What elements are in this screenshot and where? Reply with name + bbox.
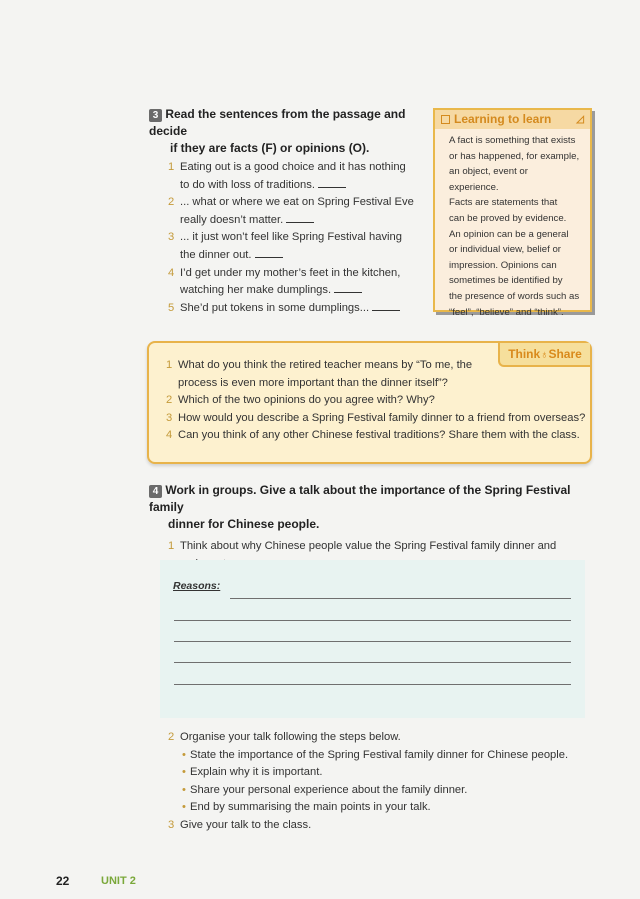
item-number: 2 [166, 394, 173, 407]
item-number: 3 [168, 231, 175, 244]
learning-text-line: an object, event or experience. [449, 166, 528, 193]
item-text: ... it just won’t feel like Spring Festival having [180, 231, 402, 244]
learning-text-line: “feel”, “believe” and “think”. [449, 306, 564, 318]
section-number: 3 [149, 109, 162, 122]
step-3 [168, 817, 588, 835]
unit-label: UNIT 2 [101, 875, 136, 887]
steps-2-3 [168, 729, 588, 835]
item-text: How would you describe a Spring Festival family dinner to a friend from overseas? [178, 411, 586, 424]
learning-text-line: A fact is something that exists [449, 135, 576, 146]
section-number: 4 [149, 485, 162, 498]
step-number: 1 [168, 540, 175, 552]
item-number: 1 [168, 161, 175, 173]
lightbulb-icon: ♁ [540, 349, 549, 361]
pencil-icon: ◿ [576, 114, 584, 125]
notes-area[interactable] [160, 560, 585, 718]
think-share-item [166, 392, 586, 410]
learning-text-line: or has happened, for example, [449, 150, 580, 162]
learning-text-line: can be proved by evidence. [449, 212, 567, 224]
item-text: the dinner out. [180, 248, 252, 261]
bullet-icon: • [182, 748, 186, 761]
bullet-text: End by summarising the main points in your talk. [190, 801, 431, 814]
learning-to-learn-text [435, 129, 590, 326]
heading-line: Read the sentences from the passage and decide [149, 107, 406, 138]
learning-text-line: Facts are statements that [449, 197, 558, 209]
list-item [168, 159, 434, 177]
answer-blank[interactable] [372, 301, 400, 311]
list-item-continuation [168, 212, 434, 230]
list-item-continuation [168, 177, 434, 195]
section-4-heading [149, 482, 589, 516]
learning-text-line: An opinion can be a general [449, 228, 569, 240]
think-share-box [147, 341, 592, 464]
learning-to-learn-title [435, 110, 590, 129]
heading-line: dinner for Chinese people. [168, 517, 320, 531]
bullet-icon: • [182, 783, 186, 796]
page-number: 22 [56, 874, 70, 888]
bullet-item [178, 799, 588, 817]
item-text: Which of the two opinions do you agree with? Why? [178, 394, 435, 407]
step-text: Organise your talk following the steps below. [180, 731, 401, 743]
learning-text-line: the presence of words such as [449, 290, 580, 302]
bullet-list [168, 747, 588, 817]
bullet-text: Share your personal experience about the family dinner. [190, 783, 468, 796]
item-number: 3 [166, 411, 173, 424]
learning-text-line: or individual view, belief or [449, 244, 561, 256]
item-text-continuation: process is even more important than the dinner itself”? [178, 376, 448, 389]
think-share-item [166, 357, 586, 375]
item-number: 2 [168, 196, 175, 209]
bullet-item [178, 782, 588, 800]
bullet-icon: • [182, 766, 186, 779]
bullet-item [178, 764, 588, 782]
learning-title-text: Learning to learn [454, 112, 552, 126]
item-text: I’d get under my mother’s feet in the kitchen, [180, 266, 401, 279]
item-number: 5 [168, 301, 175, 314]
item-text: What do you think the retired teacher means by “To me, the [178, 359, 473, 371]
writing-line[interactable] [174, 620, 571, 621]
think-share-list [166, 357, 586, 445]
item-number: 4 [166, 429, 173, 442]
answer-blank[interactable] [334, 283, 362, 293]
think-share-item [166, 410, 586, 428]
checkbox-icon [441, 115, 450, 124]
share-label: Share [548, 347, 582, 361]
item-text: ... what or where we eat on Spring Festival Eve [180, 196, 414, 209]
item-number: 4 [168, 266, 175, 279]
item-text: watching her make dumplings. [180, 284, 332, 297]
fact-opinion-list [149, 159, 434, 317]
think-label: Think [508, 347, 541, 361]
bullet-text: State the importance of the Spring Festival family dinner for Chinese people. [190, 748, 569, 761]
writing-line[interactable] [174, 641, 571, 642]
writing-line[interactable] [230, 598, 571, 599]
reasons-label: Reasons: [173, 580, 221, 592]
item-text: to do with loss of traditions. [180, 178, 315, 191]
bullet-item [178, 747, 588, 765]
item-text: She’d put tokens in some dumplings... [180, 301, 370, 314]
answer-blank[interactable] [318, 178, 346, 188]
list-item [168, 194, 434, 212]
item-number: 1 [166, 359, 173, 371]
step-number: 3 [168, 818, 175, 831]
list-item [168, 300, 434, 318]
list-item-continuation [168, 282, 434, 300]
step-1 [149, 538, 589, 556]
step-text: Give your talk to the class. [180, 818, 312, 831]
think-share-item [166, 427, 586, 445]
writing-line[interactable] [174, 684, 571, 685]
answer-blank[interactable] [286, 213, 314, 223]
learning-text-line: impression. Opinions can [449, 259, 557, 271]
bullet-text: Explain why it is important. [190, 766, 323, 779]
item-text: Can you think of any other Chinese festival traditions? Share them with the class. [178, 429, 580, 442]
answer-blank[interactable] [255, 248, 283, 258]
heading-line: Work in groups. Give a talk about the importance of the Spring Festival family [149, 483, 571, 514]
item-text: really doesn’t matter. [180, 213, 284, 226]
heading-line: if they are facts (F) or opinions (O). [170, 141, 370, 155]
step-2 [168, 729, 588, 747]
writing-line[interactable] [174, 662, 571, 663]
step-text: Think about why Chinese people value the Spring Festival family dinner and [180, 540, 557, 552]
list-item [168, 265, 434, 283]
bullet-icon: • [182, 801, 186, 814]
item-text: Eating out is a good choice and it has nothing [180, 161, 406, 173]
list-item [168, 229, 434, 247]
learning-to-learn-box [433, 108, 592, 318]
section-3 [149, 106, 434, 317]
step-number: 2 [168, 731, 175, 743]
section-3-heading [149, 106, 434, 140]
list-item-continuation [168, 247, 434, 265]
learning-text-line: sometimes be identified by [449, 275, 563, 287]
